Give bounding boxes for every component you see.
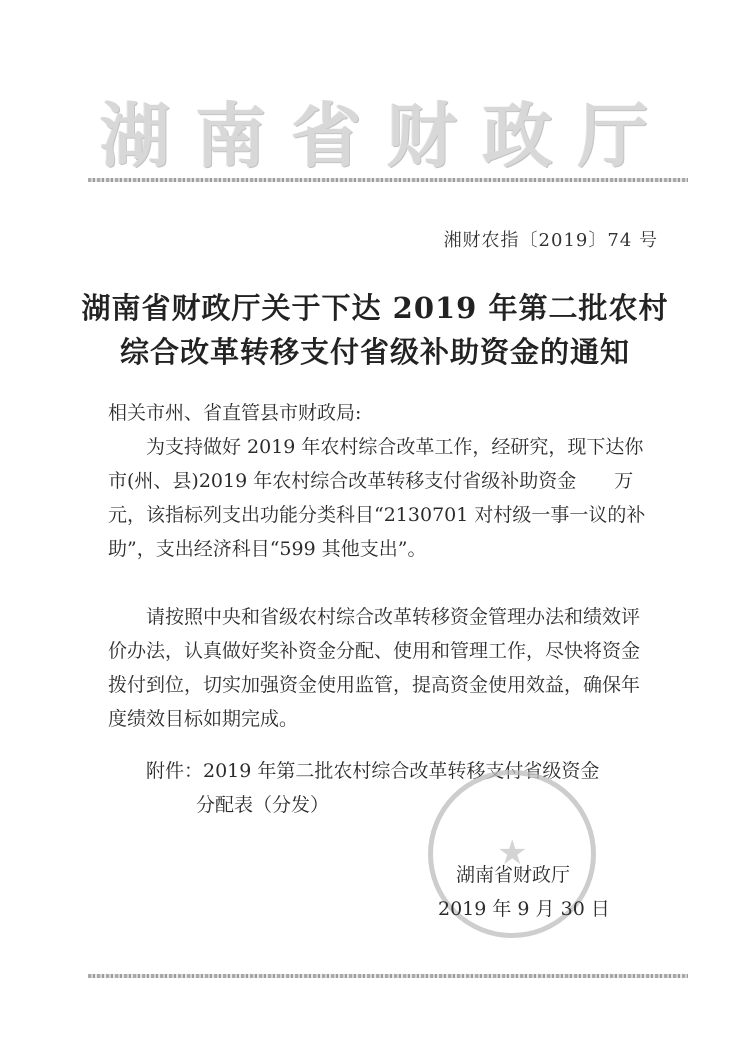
signing-organization: 湖南省财政厅 [456, 864, 571, 886]
attachment-continuation: 分配表（分发） [196, 794, 330, 816]
seal-star-icon: ★ [497, 833, 528, 873]
letterhead-char: 省 [291, 94, 362, 177]
letterhead-char: 南 [195, 94, 266, 177]
document-number: 湘财农指〔2019〕74 号 [443, 230, 658, 251]
signing-date: 2019 年 9 月 30 日 [438, 898, 610, 920]
document-title-line-2: 综合改革转移支付省级补助资金的通知 [119, 335, 630, 369]
letterhead-char: 湖 [100, 94, 170, 177]
body-paragraph-2: 请按照中央和省级农村综合改革转移资金管理办法和绩效评价办法，认真做好奖补资金分配、使用和管理工作，尽快将资金拨付到位，切实加强资金使用监管，提高资金使用效益，确保年度绩效目标如期完成。 [108, 606, 641, 730]
body-paragraph-1: 为支持做好 2019 年农村综合改革工作，经研究，现下达你市(州、县)2019 年农村综合改革转移支付省级补助资金 万元，该指标列支出功能分类科目“2130701 对村级一事一议的补助”，支出经济科目“599 其他支出”。 [108, 436, 646, 560]
letterhead-char: 厅 [577, 94, 648, 177]
letterhead [94, 96, 654, 176]
header-divider [88, 178, 688, 182]
addressee: 相关市州、省直管县市财政局: [108, 402, 362, 424]
letterhead-char: 政 [482, 94, 553, 177]
letterhead-char: 财 [386, 94, 457, 177]
attachment-label: 附件：2019 年第二批农村综合改革转移支付省级资金 [146, 760, 600, 782]
footer-divider [88, 974, 688, 978]
document-title-line-1: 湖南省财政厅关于下达 2019 年第二批农村 [81, 291, 669, 325]
